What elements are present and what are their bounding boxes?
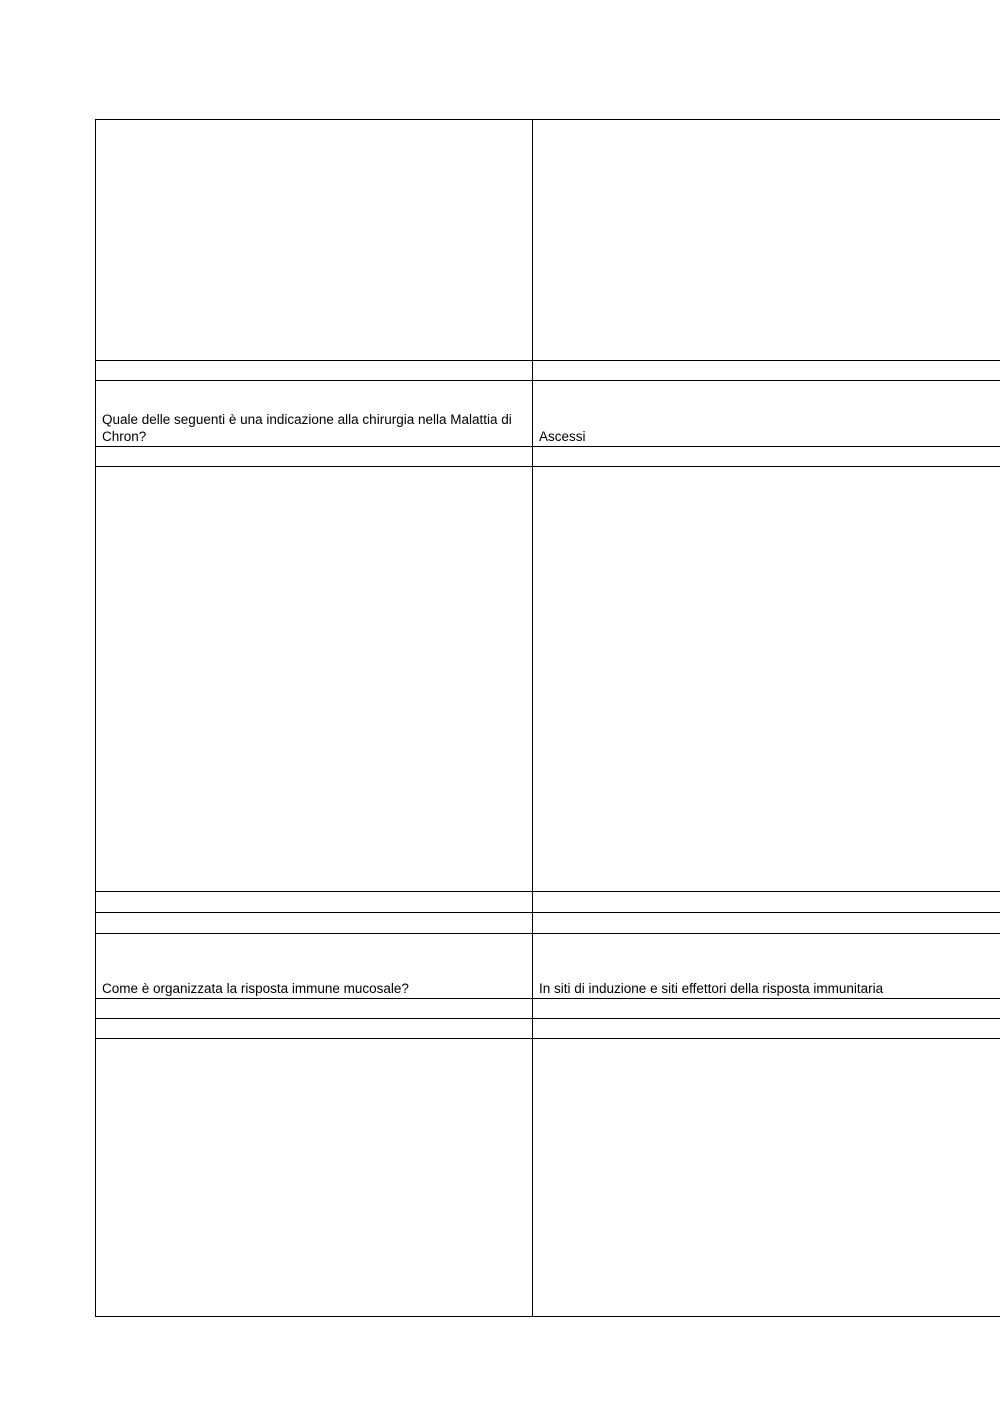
table-row	[96, 467, 1000, 892]
answer-cell: In siti di induzione e siti effettori della risposta immunitaria	[533, 934, 1000, 999]
answer-cell	[533, 892, 1000, 913]
question-cell	[96, 447, 533, 467]
question-cell	[96, 999, 533, 1019]
answer-cell: Ascessi	[533, 381, 1000, 447]
table-row	[96, 934, 1000, 999]
question-cell: Quale delle seguenti è una indicazione alla chirurgia nella Malattia di Chron?	[96, 381, 533, 447]
table-row	[96, 361, 1000, 381]
answer-cell	[533, 120, 1000, 361]
table-row	[96, 1039, 1000, 1317]
table-row	[96, 120, 1000, 361]
answer-cell	[533, 361, 1000, 381]
table-row	[96, 447, 1000, 467]
answer-cell	[533, 1019, 1000, 1039]
answer-cell	[533, 1039, 1000, 1317]
question-cell	[96, 120, 533, 361]
question-cell	[96, 467, 533, 892]
question-cell	[96, 913, 533, 934]
table-row	[96, 1019, 1000, 1039]
qa-table	[95, 119, 1000, 1317]
table-row	[96, 999, 1000, 1019]
answer-cell	[533, 913, 1000, 934]
question-cell: Come è organizzata la risposta immune mucosale?	[96, 934, 533, 999]
answer-cell	[533, 447, 1000, 467]
question-cell	[96, 1019, 533, 1039]
question-cell	[96, 892, 533, 913]
table-row	[96, 913, 1000, 934]
table-row	[96, 381, 1000, 447]
question-cell	[96, 361, 533, 381]
answer-cell	[533, 467, 1000, 892]
answer-cell	[533, 999, 1000, 1019]
table-row	[96, 892, 1000, 913]
question-cell	[96, 1039, 533, 1317]
